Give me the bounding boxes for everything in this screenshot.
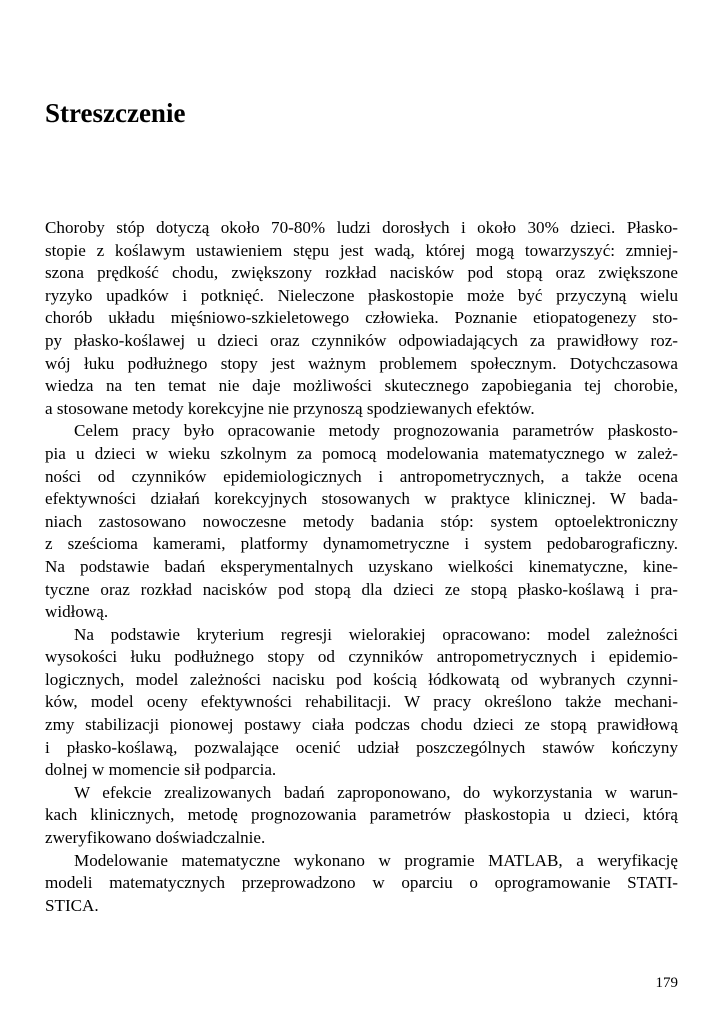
paragraph-2 <box>45 420 678 623</box>
text-line: pia u dzieci w wieku szkolnym za pomocą modelowania matematycznego w zależ- <box>45 443 678 463</box>
page-number: 179 <box>655 975 678 991</box>
text-line: wysokości łuku podłużnego stopy od czynników antropometrycznych i epidemio- <box>45 647 678 667</box>
text-line: zweryfikowano doświadczalnie. <box>45 828 266 848</box>
text-line: niach zastosowano nowoczesne metody badania stóp: system optoelektroniczny <box>45 511 678 531</box>
text-line: stopie z koślawym ustawieniem stępu jest wadą, której mogą towarzyszyć: zmniej- <box>45 240 678 260</box>
text-line: logicznych, model zależności nacisku pod kością łódkowatą od wybranych czynni- <box>45 669 678 689</box>
text-line: wiedza na ten temat nie daje możliwości skutecznego zapobiegania tej chorobie, <box>45 376 678 396</box>
text-line: kach klinicznych, metodę prognozowania parametrów płaskostopia u dzieci, którą <box>45 805 678 825</box>
text-line: Choroby stóp dotyczą około 70-80% ludzi dorosłych i około 30% dzieci. Płasko- <box>45 218 678 237</box>
text-line: a stosowane metody korekcyjne nie przynoszą spodziewanych efektów. <box>45 398 535 418</box>
text-line: chorób układu mięśniowo-szkieletowego człowieka. Poznanie etiopatogenezy sto- <box>45 308 678 328</box>
paragraph-3 <box>45 624 678 782</box>
text-line: ności od czynników epidemiologicznych i antropometrycznych, a także ocena <box>45 466 678 486</box>
text-line: Na podstawie badań eksperymentalnych uzyskano wielkości kinematyczne, kine- <box>45 556 678 576</box>
text-line: efektywności działań korekcyjnych stosowanych w praktyce klinicznej. W bada- <box>45 489 678 509</box>
text-line: tyczne oraz rozkład nacisków pod stopą dla dzieci ze stopą płasko-koślawą i pra- <box>45 579 678 599</box>
abstract-body <box>45 217 678 917</box>
paragraph-5 <box>45 850 678 918</box>
text-line: Na podstawie kryterium regresji wielorakiej opracowano: model zależności <box>74 624 678 644</box>
text-line: wój łuku podłużnego stopy jest ważnym problemem społecznym. Dotychczasowa <box>45 353 678 373</box>
text-line: z sześcioma kamerami, platformy dynamometryczne i system pedobarograficzny. <box>45 534 678 554</box>
text-line: zmy stabilizacji pionowej postawy ciała podczas chodu dzieci ze stopą prawidłową <box>45 715 678 735</box>
text-line: ków, model oceny efektywności rehabilitacji. W pracy określono także mechani- <box>45 692 678 712</box>
text-line: STICA. <box>45 895 99 915</box>
text-line: i płasko-koślawą, pozwalające ocenić udział poszczególnych stawów kończyny <box>45 737 678 757</box>
text-line: modeli matematycznych przeprowadzono w oparciu o oprogramowanie STATI- <box>45 873 678 893</box>
paragraph-1 <box>45 217 678 420</box>
text-line: Modelowanie matematyczne wykonano w programie MATLAB, a weryfikację <box>74 850 678 870</box>
page-title: Streszczenie <box>45 98 186 128</box>
text-line: Celem pracy było opracowanie metody prognozowania parametrów płaskosto- <box>74 421 678 441</box>
text-line: W efekcie zrealizowanych badań zaproponowano, do wykorzystania w warun- <box>74 782 678 802</box>
text-line: dolnej w momencie sił podparcia. <box>45 760 277 780</box>
text-line: widłową. <box>45 602 109 622</box>
text-line: py płasko-koślawej u dzieci oraz czynników odpowiadających za prawidłowy roz- <box>45 330 678 350</box>
paragraph-4 <box>45 782 678 850</box>
text-line: szona prędkość chodu, zwiększony rozkład nacisków pod stopą oraz zwiększone <box>45 263 678 283</box>
text-line: ryzyko upadków i potknięć. Nieleczone płaskostopie może być przyczyną wielu <box>45 285 678 305</box>
